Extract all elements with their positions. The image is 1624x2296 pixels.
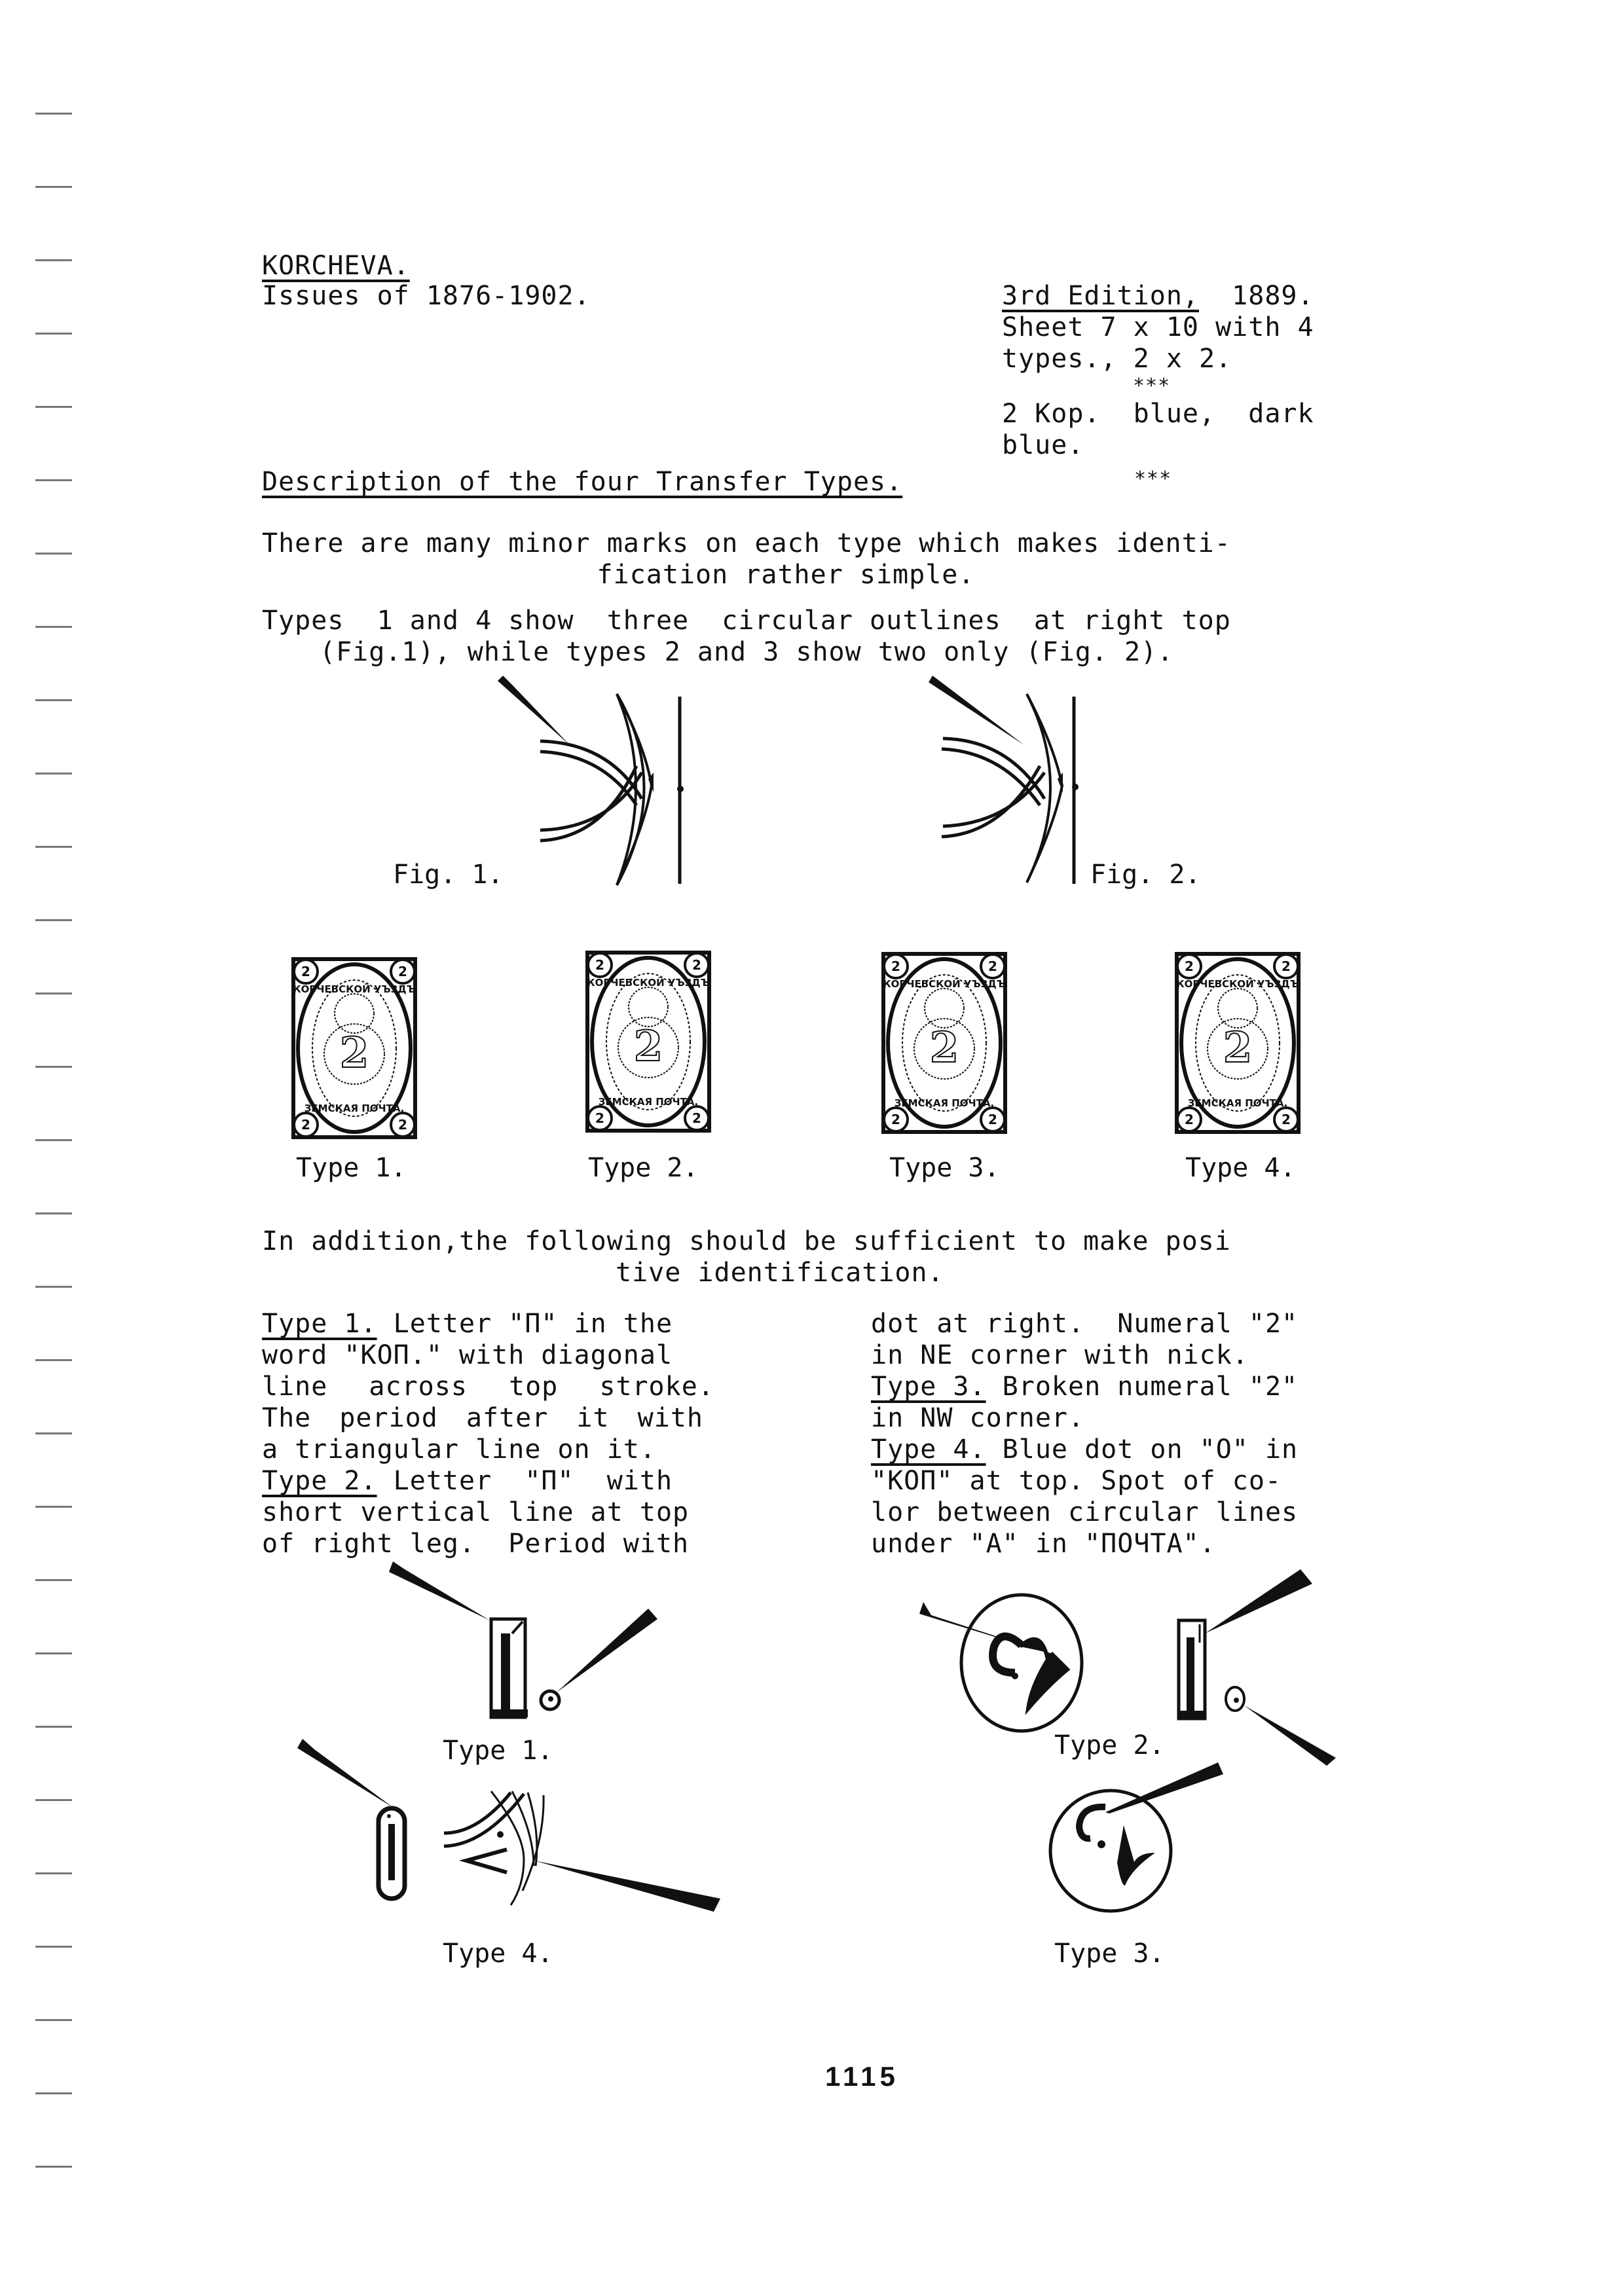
edition-label: 3rd Edition, <box>1002 281 1199 311</box>
pointer-arrow-icon <box>534 1861 720 1912</box>
left-line: line across top stroke. <box>262 1372 714 1402</box>
stamp-label: Type 3. <box>889 1153 1000 1183</box>
left-line <box>262 1308 747 1339</box>
binding-mark <box>35 1139 72 1141</box>
stamp-numeral: 2 <box>1223 1023 1253 1072</box>
binding-mark <box>35 1579 72 1581</box>
stamp-image <box>290 956 418 1140</box>
detail-type-3-label: Type 3. <box>1054 1939 1165 1969</box>
pointer-arrow-icon <box>389 1561 490 1620</box>
stamp-numeral: 2 <box>301 964 310 979</box>
binding-mark <box>35 699 72 701</box>
pointer-arrow-icon <box>1244 1705 1336 1766</box>
types-line-1: Types 1 and 4 show three circular outlines at right top <box>262 606 1231 636</box>
right-line: lor between circular lines <box>871 1497 1299 1527</box>
detail-type-3-diagram <box>1048 1755 1244 1912</box>
type-heading: Type 4. <box>871 1434 986 1465</box>
pointer-arrow-icon <box>1205 1569 1312 1633</box>
stamp-label: Type 2. <box>588 1153 699 1183</box>
figure-1-label: Fig. 1. <box>393 860 504 890</box>
type-heading: Type 3. <box>871 1372 986 1402</box>
right-line <box>871 1371 1356 1402</box>
separator-stars-2: *** <box>1134 467 1172 490</box>
binding-mark <box>35 406 72 408</box>
right-line <box>871 1434 1356 1465</box>
stamp-numeral: 2 <box>692 957 701 973</box>
stamp-image <box>880 951 1008 1135</box>
binding-mark <box>35 846 72 848</box>
value-line-1: 2 Kop. blue, dark <box>1002 399 1314 429</box>
detail-type-4-diagram <box>288 1735 733 1905</box>
stamp-numeral: 2 <box>988 1112 997 1127</box>
binding-mark <box>35 2166 72 2168</box>
binding-mark <box>35 919 72 921</box>
binding-mark <box>35 2019 72 2021</box>
type-heading: Type 1. <box>262 1309 377 1339</box>
binding-mark <box>35 1432 72 1434</box>
binding-mark <box>35 1506 72 1508</box>
stamp-numeral: 2 <box>633 1022 663 1071</box>
sheet-line-1: Sheet 7 x 10 with 4 <box>1002 312 1314 342</box>
page-number: 1115 <box>825 2061 899 2092</box>
pointer-arrow-icon <box>297 1739 394 1808</box>
pointer-arrow-icon <box>929 676 1024 745</box>
stamp-bottom-text: ЗЕМСКАЯ ПОЧТА. <box>1187 1097 1288 1109</box>
stamp-top-text: КОРЧЕВСКОЙ УЪЗДЪ <box>883 978 1006 990</box>
stamp-label: Type 4. <box>1185 1153 1296 1183</box>
intro-line-1: There are many minor marks on each type which makes identi- <box>262 528 1231 558</box>
detail-type-1-label: Type 1. <box>443 1736 553 1766</box>
binding-mark <box>35 1799 72 1801</box>
stamp-numeral: 2 <box>1282 1112 1291 1127</box>
binding-mark <box>35 1726 72 1728</box>
stamp-bottom-text: ЗЕМСКАЯ ПОЧТА. <box>894 1097 995 1109</box>
figure-2-label: Fig. 2. <box>1090 860 1201 890</box>
binding-mark <box>35 626 72 628</box>
types-line-2: (Fig.1), while types 2 and 3 show two only (Fig. 2). <box>320 637 1174 667</box>
left-line: The period after it with <box>262 1403 703 1433</box>
binding-mark <box>35 2092 72 2094</box>
stamp-numeral: 2 <box>398 1117 407 1133</box>
edition-block <box>1002 280 1356 461</box>
binding-mark <box>35 186 72 188</box>
detail-type-4-label: Type 4. <box>443 1939 553 1969</box>
binding-mark <box>35 113 72 115</box>
section-title: Description of the four Transfer Types. <box>262 467 903 497</box>
detail-type-1-diagram <box>386 1561 661 1719</box>
left-line <box>262 1465 747 1497</box>
stamp-bottom-text: ЗЕМСКАЯ ПОЧТА. <box>598 1096 699 1108</box>
left-line: word "КОП." with diagonal <box>262 1340 673 1370</box>
binding-mark <box>35 1946 72 1948</box>
binding-mark <box>35 259 72 261</box>
binding-mark <box>35 1359 72 1361</box>
pointer-arrow-icon <box>1105 1762 1223 1813</box>
left-line-text: Letter "П" with <box>377 1466 673 1496</box>
value-line-2: blue. <box>1002 430 1084 460</box>
figure-2-diagram <box>923 674 1094 890</box>
left-line: a triangular line on it. <box>262 1434 656 1465</box>
stamp-numeral: 2 <box>1282 958 1291 974</box>
stamp-numeral: 2 <box>301 1117 310 1133</box>
stamp-numeral: 2 <box>891 958 900 974</box>
right-line: "КОП" at top. Spot of co- <box>871 1466 1282 1496</box>
stamp-top-text: КОРЧЕВСКОЙ УЪЗДЪ <box>1176 978 1299 990</box>
left-line-text: Letter "П" in the <box>377 1309 673 1339</box>
binding-mark <box>35 1286 72 1288</box>
left-column <box>262 1308 747 1559</box>
separator-stars: *** <box>1133 374 1171 397</box>
types-paragraph <box>262 605 1349 668</box>
right-line-text: Blue dot on "O" in <box>986 1434 1299 1465</box>
stamp-top-text: КОРЧЕВСКОЙ УЪЗДЪ <box>587 977 710 989</box>
binding-mark <box>35 333 72 335</box>
stamp-numeral: 2 <box>1185 958 1194 974</box>
stamp-numeral: 2 <box>891 1112 900 1127</box>
stamp-label: Type 1. <box>296 1153 407 1183</box>
stamp-bottom-text: ЗЕМСКАЯ ПОЧТА. <box>304 1102 405 1114</box>
binding-mark <box>35 553 72 555</box>
stamp-numeral: 2 <box>1185 1112 1194 1127</box>
addition-line-1: In addition,the following should be sufficient to make posi <box>262 1226 1231 1256</box>
type-heading: Type 2. <box>262 1466 377 1496</box>
sheet-line-2: types., 2 x 2. <box>1002 344 1232 374</box>
left-line: short vertical line at top <box>262 1497 690 1527</box>
right-line: dot at right. Numeral "2" <box>871 1309 1299 1339</box>
stamp-numeral: 2 <box>929 1023 959 1072</box>
right-line: in NW corner. <box>871 1403 1085 1433</box>
pointer-arrow-icon <box>557 1609 657 1692</box>
page-title: KORCHEVA. <box>262 251 410 281</box>
stamp-numeral: 2 <box>595 957 604 973</box>
addition-paragraph <box>262 1226 1349 1288</box>
stamp-numeral: 2 <box>692 1110 701 1126</box>
intro-paragraph <box>262 528 1349 591</box>
right-column <box>871 1308 1356 1559</box>
figure-1-diagram <box>458 674 694 890</box>
binding-mark <box>35 1872 72 1874</box>
right-line: under "A" in "ПОЧТА". <box>871 1529 1216 1559</box>
left-line: of right leg. Period with <box>262 1529 690 1559</box>
edition-line <box>1002 280 1356 312</box>
binding-mark <box>35 1652 72 1654</box>
stamp-image <box>1173 951 1302 1135</box>
stamp-numeral: 2 <box>988 958 997 974</box>
stamp-numeral: 2 <box>398 964 407 979</box>
binding-mark <box>35 1212 72 1214</box>
stamp-numeral: 2 <box>339 1029 369 1078</box>
issues-subtitle: Issues of 1876-1902. <box>262 281 591 311</box>
addition-line-2: tive identification. <box>616 1258 944 1288</box>
binding-mark <box>35 773 72 774</box>
detail-type-2-label: Type 2. <box>1054 1730 1165 1760</box>
binding-mark <box>35 993 72 994</box>
binding-mark <box>35 1066 72 1068</box>
right-line: in NE corner with nick. <box>871 1340 1249 1370</box>
binding-mark <box>35 479 72 481</box>
intro-line-2: fication rather simple. <box>597 560 975 590</box>
right-line-text: Broken numeral "2" <box>986 1372 1299 1402</box>
stamp-image <box>584 949 712 1134</box>
edition-year: 1889. <box>1232 281 1314 311</box>
stamp-top-text: КОРЧЕВСКОЙ УЪЗДЪ <box>293 983 416 995</box>
stamp-numeral: 2 <box>595 1110 604 1126</box>
